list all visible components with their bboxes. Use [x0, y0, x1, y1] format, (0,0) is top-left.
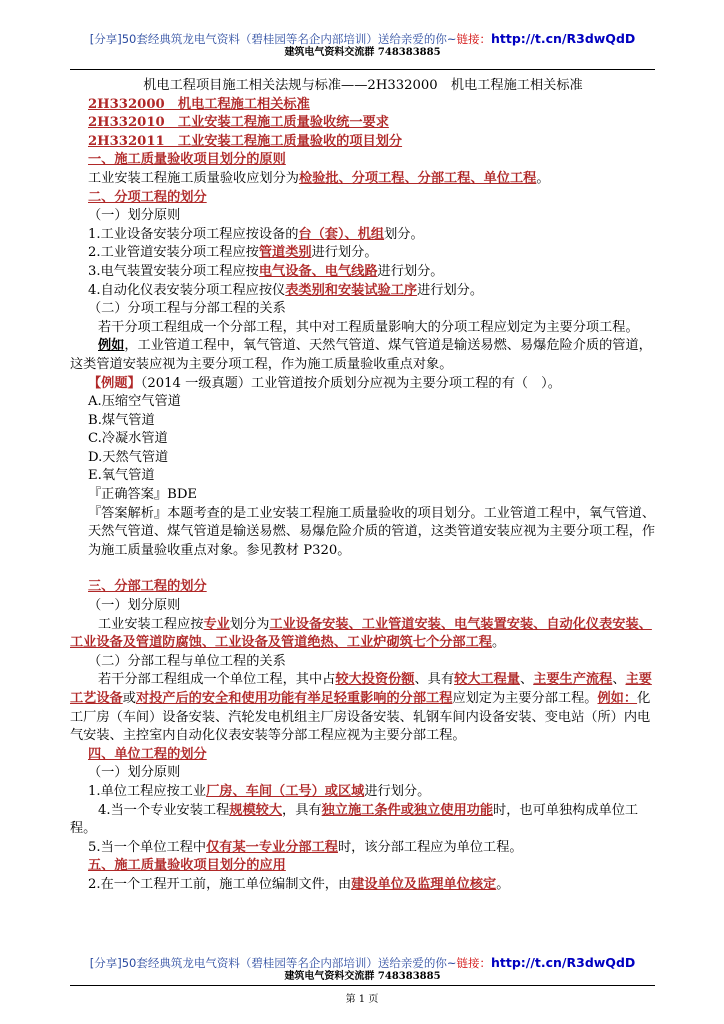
- header-share-text: [分享]50套经典筑龙电气资料（碧桂园等名企内部培训）送给亲爱的你~: [89, 32, 457, 46]
- section-4-item-4: 4.当一个专业安装工程规模较大，具有独立施工条件或独立使用功能时，也可单独构成单位工程。: [70, 802, 639, 837]
- section-2-item-4: 4.自动化仪表安装分项工程应按仪表类别和安装试验工序进行划分。: [88, 282, 484, 298]
- section-2-sub2: （二）分项工程与分部工程的关系: [88, 301, 286, 317]
- footer-group: 建筑电气资料交流群 748383885: [284, 971, 441, 982]
- section-1-text: 工业安装工程施工质量验收应划分为检验批、分项工程、分部工程、单位工程。: [88, 170, 550, 186]
- document-body: [70, 77, 656, 895]
- section-4-item-1: 1.单位工程应按工业厂房、车间（工号）或区域进行划分。: [88, 783, 431, 799]
- section-4-sub1: （一）划分原则: [88, 765, 181, 781]
- footer-share-text: [分享]50套经典筑龙电气资料（碧桂园等名企内部培训）送给亲爱的你~: [89, 956, 457, 970]
- section-5-title: 五、施工质量验收项目划分的应用: [88, 858, 286, 874]
- section-3-title: 三、分部工程的划分: [88, 579, 207, 595]
- doc-title: 机电工程项目施工相关法规与标准——2H332000 机电工程施工相关标准: [143, 78, 583, 93]
- section-3-relation: 若干分部工程组成一个单位工程，其中占较大投资份额、具有较大工程量、主要生产流程、主要工艺设备或对投产后的安全和使用功能有举足轻重影响的分部工程应划定为主要分部工程。例如：化工厂房（车间）设备安装、汽轮发电机组主厂房设备安装、轧钢车间内设备安装、变电站（所）内电气安装、主控室内自动化仪表安装等分部工程应视为主要分部工程。: [70, 672, 652, 744]
- correct-answer: 『正确答案』BDE: [88, 487, 198, 503]
- section-2-example: 例如，工业管道工程中，氧气管道、天然气管道、煤气管道是输送易燃、易爆危险介质的管道，这类管道安装应视为主要分项工程，作为施工质量验收重点对象。: [70, 338, 652, 372]
- footer-link-label: 链接：: [456, 956, 491, 970]
- section-3-principle: 工业安装工程应按专业划分为工业设备安装、工业管道安装、电气装置安装、自动化仪表安装、工业设备及管道防腐蚀、工业设备及管道绝热、工业炉砌筑七个分部工程。: [70, 616, 652, 651]
- exam-question: 【例题】（2014 一级真题）工业管道按介质划分应视为主要分项工程的有（ ）。: [88, 375, 561, 391]
- section-2-item-1: 1.工业设备安装分项工程应按设备的台（套）、机组划分。: [88, 226, 424, 242]
- section-2-title: 二、分项工程的划分: [88, 189, 207, 205]
- footer-share-line: [70, 956, 655, 970]
- spacer: [70, 560, 656, 578]
- header-share-line: [70, 32, 655, 46]
- heading-2h332000: 2H332000 机电工程施工相关标准: [88, 96, 310, 112]
- header-link-label: 链接：: [456, 32, 491, 46]
- section-4-title: 四、单位工程的划分: [88, 746, 207, 762]
- section-2-item-3: 3.电气装置安装分项工程应按电气设备、电气线路进行划分。: [88, 263, 444, 279]
- option-b: B.煤气管道: [88, 412, 155, 428]
- page-header: [70, 32, 655, 59]
- section-5-item-2: 2.在一个工程开工前，施工单位编制文件，由建设单位及监理单位核定。: [88, 876, 510, 892]
- section-4-item-5: 5.当一个单位工程中仅有某一专业分部工程时，该分部工程应为单位工程。: [88, 839, 523, 855]
- page-footer: [70, 956, 655, 983]
- option-e: E.氧气管道: [88, 468, 155, 484]
- heading-2h332010: 2H332010 工业安装工程施工质量验收统一要求: [88, 115, 389, 131]
- section-3-sub1: （一）划分原则: [88, 598, 181, 614]
- option-c: C.冷凝水管道: [88, 431, 168, 447]
- heading-2h332011: 2H332011 工业安装工程施工质量验收的项目划分: [88, 133, 403, 149]
- section-2-sub1: （一）划分原则: [88, 208, 181, 224]
- header-link[interactable]: http://t.cn/R3dwQdD: [490, 31, 636, 46]
- header-rule: [70, 69, 655, 70]
- section-3-sub2: （二）分部工程与单位工程的关系: [88, 653, 286, 669]
- header-group: 建筑电气资料交流群 748383885: [284, 47, 441, 58]
- footer-rule: [70, 985, 655, 986]
- section-2-item-2: 2.工业管道安装分项工程应按管道类别进行划分。: [88, 245, 378, 261]
- answer-analysis: 『答案解析』本题考查的是工业安装工程施工质量验收的项目划分。工业管道工程中，氧气管道、天然气管道、煤气管道是输送易燃、易爆危险介质的管道，这类管道安装应视为主要分项工程，作为施工质量验收重点对象。参见教材 P320。: [88, 505, 656, 558]
- page-number: 第 1 页: [345, 994, 379, 1005]
- footer-link[interactable]: http://t.cn/R3dwQdD: [490, 955, 636, 970]
- option-a: A.压缩空气管道: [88, 394, 181, 410]
- option-d: D.天然气管道: [88, 449, 169, 465]
- section-2-relation: 若干分项工程组成一个分部工程，其中对工程质量影响大的分项工程应划定为主要分项工程。: [98, 319, 639, 335]
- section-1-title: 一、施工质量验收项目划分的原则: [88, 152, 286, 168]
